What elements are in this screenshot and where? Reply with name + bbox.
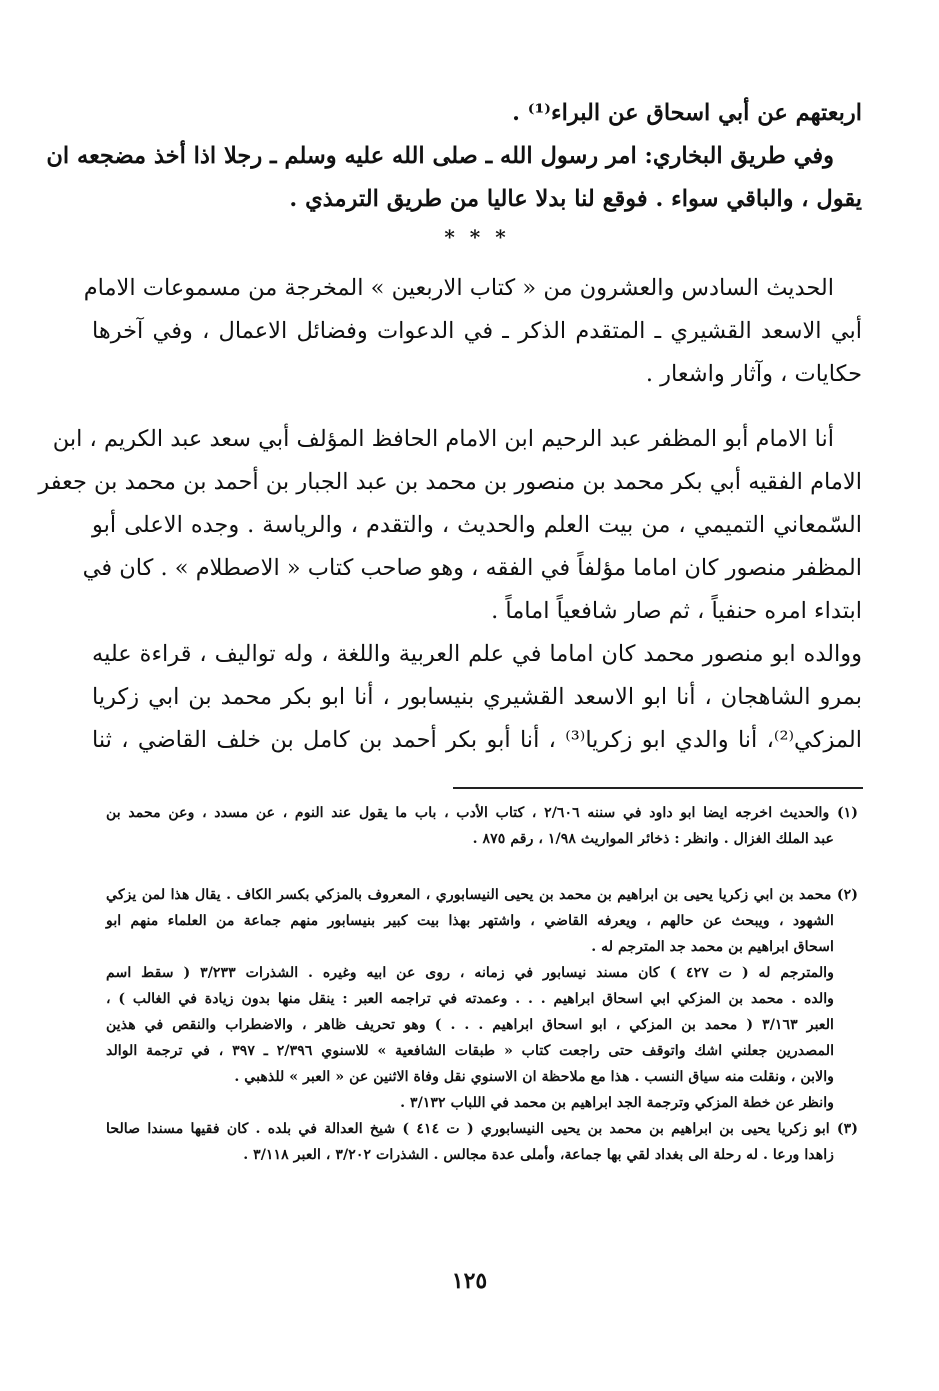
footnote-line: والمترجم له ( ت ٤٢٧ ) كان مسند نيسابور في زمانه ، روى عن ابيه وغيره . الشذرات ٣/٢٣٣ ( سقط اسم: [106, 965, 834, 981]
text-line: المظفر منصور كان اماما مؤلفاً في الفقه ، وهو صاحب كتاب « الاصطلام » . كان في: [82, 555, 862, 581]
text-line: أنا الامام أبو المظفر عبد الرحيم ابن الامام الحافظ المؤلف أبي سعد عبد الكريم ، ابن: [52, 426, 834, 452]
footnote-line: والابن ، ونقلت منه سياق النسب . هذا مع ملاحظة ان الاسنوي نقل وفاة الاثنين عن « العبر » للذهبي .: [234, 1069, 834, 1085]
footnote-line: الشهود ، ويبحث عن حالهم ، ويعرفه القاضي ، واشتهر بهذا بيت كبير بنيسابور منهم جماعة من العلماء منهم ابو: [106, 913, 834, 929]
footnote-separator-rule: [453, 787, 863, 789]
text-line: حكايات ، وآثار واشعار .: [645, 361, 862, 387]
text-line: أبي الاسعد القشيري ـ المتقدم الذكر ـ في الدعوات وفضائل الاعمال ، وفي آخرها: [92, 318, 862, 344]
footnote-line: العبر ٣/١٦٣ ( محمد بن المزكي ، ابو اسحاق ابراهيم . . . ) وهو تحريف ظاهر ، والاضطراب والنقص في هذين: [106, 1017, 834, 1033]
footnotes: [106, 800, 858, 1168]
text-line: اربعتهم عن أبي اسحاق عن البراء⁽¹⁾ .: [512, 100, 862, 126]
main-text-body: [38, 92, 862, 762]
footnote-line: والده . محمد بن المزكي ابي اسحاق ابراهيم . . . وعمدته في تراجمه العبر : ينقل منها بدون زيادة في الغالب ) ،: [106, 991, 834, 1007]
footnote-line: المصدرين جعلني اشك واتوقف حتى راجعت كتاب « طبقات الشافعية » للاسنوي ٢/٣٩٦ ـ ٣٩٧ ، في ترجمة الوالد: [106, 1043, 835, 1059]
footnote-line: عبد الملك الغزال . وانظر : ذخائر المواريث ١/٩٨ ، رقم ٨٧٥ .: [472, 831, 834, 847]
text-line: ابتداء امره حنفياً ، ثم صار شافعياً اماماً .: [491, 598, 862, 624]
text-line: وفي طريق البخاري: امر رسول الله ـ صلى الله عليه وسلم ـ رجلا اذا أخذ مضجعه ان: [46, 143, 834, 169]
footnote-line: (٣) ابو زكريا يحيى بن ابراهيم بن محمد بن يحيى النيسابوري ( ت ٤١٤ ) شيخ العدالة في بلده . كان فقيها مسندا صالحا: [106, 1121, 858, 1137]
text-line: الحديث السادس والعشرون من « كتاب الاربعين » المخرجة من مسموعات الامام: [83, 275, 834, 301]
footnote-line: زاهدا ورعا . له رحلة الى بغداد لقي بها جماعة، وأملى عدة مجالس . الشذرات ٣/٢٠٢ ، العبر ٣/١١٨ .: [243, 1147, 834, 1163]
footnote-line: (١) والحديث اخرجه ايضا ابو داود في سننه ٢/٦٠٦ ، كتاب الأدب ، باب ما يقول عند النوم ، عن مسدد ، وعن محمد بن: [106, 805, 858, 821]
text-line: الامام الفقيه أبي بكر محمد بن منصور بن محمد بن عبد الجبار بن أحمد بن محمد بن جعفر: [38, 469, 862, 495]
section-separator-stars: * * *: [444, 225, 510, 249]
footnote-gap: [106, 852, 858, 882]
page-number: ١٢٥: [451, 1268, 488, 1294]
text-line: المزكي⁽²⁾، أنا والدي ابو زكريا⁽³⁾ ، أنا أبو بكر أحمد بن كامل بن خلف القاضي ، ثنا: [92, 727, 862, 753]
text-line: يقول ، والباقي سواء . فوقع لنا بدلا عاليا من طريق الترمذي .: [289, 186, 862, 212]
footnote-line: (٢) محمد بن ابي زكريا يحيى بن ابراهيم بن محمد بن يحيى النيسابوري ، المعروف بالمزكي بكسر الكاف . يقال هذا لمن يزكي: [106, 887, 858, 903]
footnote-line: وانظر عن خطة المزكي وترجمة الجد ابراهيم بن محمد في اللباب ٣/١٣٢ .: [400, 1095, 834, 1111]
text-line: ووالده ابو منصور محمد كان اماما في علم العربية واللغة ، وله تواليف ، قراءة عليه: [92, 641, 862, 667]
text-line: بمرو الشاهجان ، أنا ابو الاسعد القشيري بنيسابور ، أنا ابو بكر محمد بن ابي زكريا: [92, 684, 862, 710]
paragraph-gap: [92, 396, 862, 418]
footnote-line: اسحاق ابراهيم بن محمد جد المترجم له .: [591, 939, 834, 955]
text-line: السّمعاني التميمي ، من بيت العلم والحديث ، والتقدم ، والرياسة . وجده الاعلى أبو: [92, 512, 862, 538]
